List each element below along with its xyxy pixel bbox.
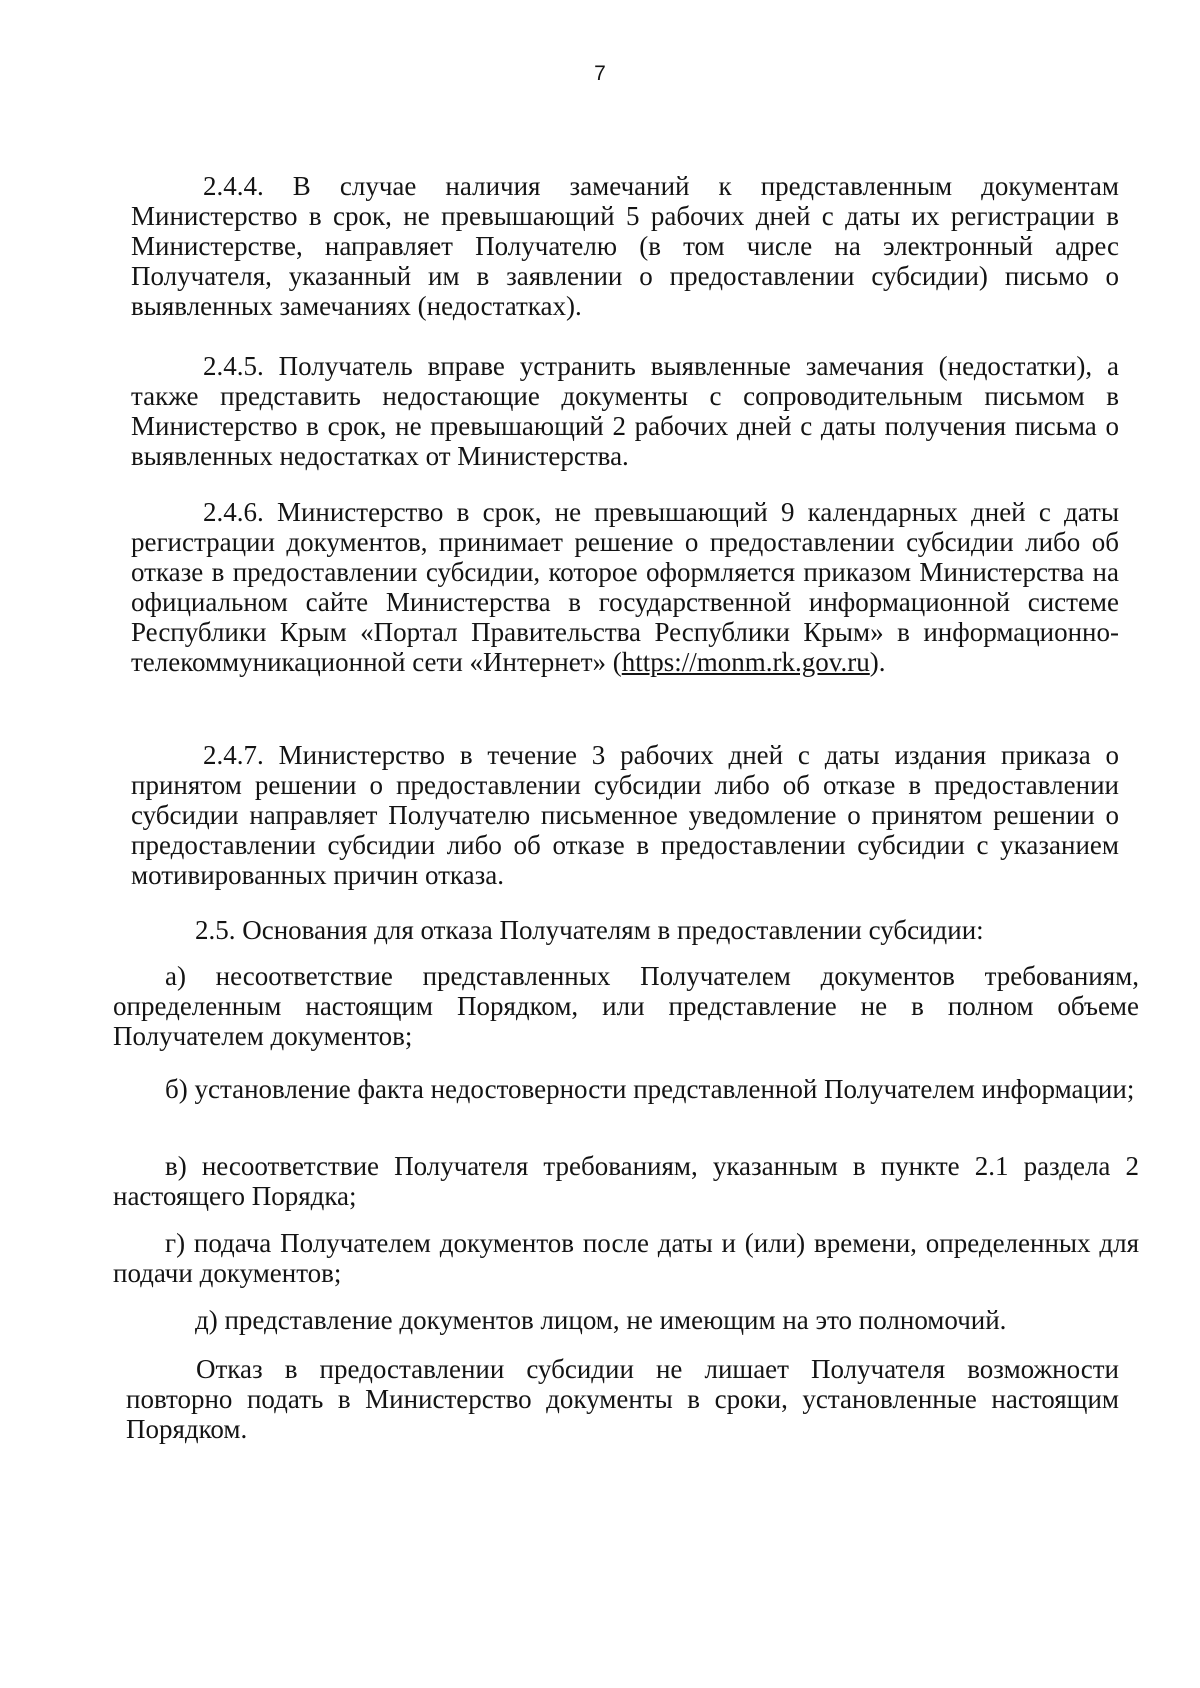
list-item-g — [113, 1228, 1139, 1288]
list-item-v — [113, 1151, 1139, 1211]
paragraph-2-4-7 — [131, 740, 1119, 890]
link-close-paren: ). — [869, 647, 886, 677]
paragraph-text: 2.5. Основания для отказа Получателям в предоставлении субсидии: — [195, 915, 984, 945]
paragraph-text: б) установление факта недостоверности представленной Получателем информации; — [165, 1074, 1135, 1104]
paragraph-text: 2.4.5. Получатель вправе устранить выявленные замечания (недостатки), а также представить недостающие документы с сопроводительным письмом в Министерство в срок, не превышающий 2 рабочих дней с даты получения письма о выявленных недостатках от Министерства. — [131, 351, 1119, 471]
paragraph-text: а) несоответствие представленных Получателем документов требованиям, определенным настоящим Порядком, или представление не в полном объеме Получателем документов; — [113, 961, 1139, 1051]
list-item-b — [113, 1074, 1139, 1104]
paragraph-text: г) подача Получателем документов после даты и (или) времени, определенных для подачи документов; — [113, 1228, 1139, 1288]
paragraph-text: 2.4.7. Министерство в течение 3 рабочих дней с даты издания приказа о принятом решении о предоставлении субсидии либо об отказе в предоставлении субсидии направляет Получателю письменное уведомление о принятом решении о предоставлении субсидии либо об отказе в предоставлении субсидии с указанием мотивированных причин отказа. — [131, 740, 1119, 890]
paragraph-text — [131, 497, 1119, 677]
paragraph-2-4-5 — [131, 351, 1119, 471]
paragraph-text: в) несоответствие Получателя требованиям, указанным в пункте 2.1 раздела 2 настоящего Порядка; — [113, 1151, 1139, 1211]
paragraph-refusal-note — [126, 1354, 1119, 1444]
paragraph-text: д) представление документов лицом, не имеющим на это полномочий. — [195, 1305, 1007, 1335]
paragraph-2-4-4 — [131, 171, 1119, 321]
paragraph-body: 2.4.6. Министерство в срок, не превышающий 9 календарных дней с даты регистрации документов, принимает решение о предоставлении субсидии либо об отказе в предоставлении субсидии, которое оформляется приказом Министерства на официальном сайте Министерства в государственной информационной системе Республики Крым «Портал Правительства Республики Крым» в информационно-телекоммуникационной сети «Интернет» — [131, 497, 1119, 677]
link-open-paren: ( — [612, 647, 622, 677]
paragraph-text: Отказ в предоставлении субсидии не лишает Получателя возможности повторно подать в Министерство документы в сроки, установленные настоящим Порядком. — [126, 1354, 1119, 1444]
list-item-d — [113, 1305, 1139, 1335]
paragraph-2-5 — [113, 915, 1139, 945]
paragraph-text: 2.4.4. В случае наличия замечаний к представленным документам Министерство в срок, не превышающий 5 рабочих дней с даты их регистрации в Министерстве, направляет Получателю (в том числе на электронный адрес Получателя, указанный им в заявлении о предоставлении субсидии) письмо о выявленных замечаниях (недостатках). — [131, 171, 1119, 321]
paragraph-2-4-6 — [131, 497, 1119, 677]
portal-link[interactable]: https://monm.rk.gov.ru — [621, 647, 870, 677]
list-item-a — [113, 961, 1139, 1051]
page-number: 7 — [594, 62, 606, 85]
